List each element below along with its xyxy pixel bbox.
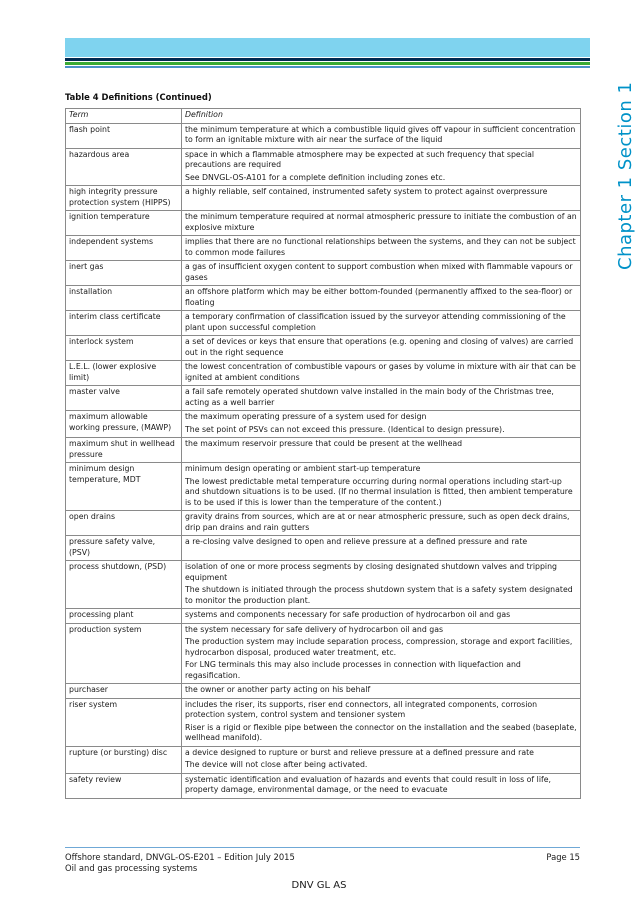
table-row xyxy=(66,236,581,261)
definition-cell xyxy=(182,336,581,361)
definition-paragraph: The device will not close after being activated. xyxy=(185,760,368,769)
definition-cell xyxy=(182,186,581,211)
definition-cell xyxy=(182,211,581,236)
definition-paragraph: gravity drains from sources, which are at or near atmospheric pressure, such as open deck drains, drip pan drains and rain gutters xyxy=(185,512,570,532)
definition-paragraph: the lowest concentration of combustible vapours or gases by volume in mixture with air that can be ignited at ambient conditions xyxy=(185,362,576,382)
definition-cell xyxy=(182,746,581,773)
table-row xyxy=(66,186,581,211)
table-row xyxy=(66,286,581,311)
definition-cell xyxy=(182,623,581,684)
header-rule-green xyxy=(65,62,590,65)
definition-paragraph: a re-closing valve designed to open and relieve pressure at a defined pressure and rate xyxy=(185,537,528,546)
table-row xyxy=(66,211,581,236)
definition-paragraph: The set point of PSVs can not exceed this pressure. (Identical to design pressure). xyxy=(185,424,505,434)
definition-paragraph: a gas of insufficient oxygen content to support combustion when mixed with flammable vapours or gases xyxy=(185,262,573,282)
definitions-table xyxy=(65,108,581,799)
table-row xyxy=(66,361,581,386)
definition-cell xyxy=(182,286,581,311)
definition-paragraph: a set of devices or keys that ensure that operations (e.g. opening and closing of valves) are carried out in the right sequence xyxy=(185,337,574,357)
definition-paragraph: The production system may include separation process, compression, storage and export facilities, hydrocarbon disposal, produced water treatment, etc. xyxy=(185,637,573,657)
term-cell: inert gas xyxy=(66,261,182,286)
table-header-row xyxy=(66,109,581,124)
definition-cell xyxy=(182,698,581,746)
table-body xyxy=(66,123,581,798)
table-row xyxy=(66,536,581,561)
table-row xyxy=(66,609,581,624)
term-cell: L.E.L. (lower explosive limit) xyxy=(66,361,182,386)
table-row xyxy=(66,123,581,148)
definition-cell xyxy=(182,261,581,286)
definition-cell xyxy=(182,311,581,336)
table-row xyxy=(66,773,581,798)
definition-paragraph: a device designed to rupture or burst and relieve pressure at a defined pressure and rate xyxy=(185,747,534,757)
header-band xyxy=(65,38,590,57)
table-row xyxy=(66,746,581,773)
definition-cell xyxy=(182,463,581,511)
table-row xyxy=(66,411,581,438)
definition-paragraph: space in which a flammable atmosphere may be expected at such frequency that special precautions are required xyxy=(185,149,535,169)
table-row xyxy=(66,336,581,361)
table-row xyxy=(66,386,581,411)
definition-cell xyxy=(182,536,581,561)
term-cell: flash point xyxy=(66,123,182,148)
column-header-definition: Definition xyxy=(182,109,581,124)
definition-cell xyxy=(182,148,581,186)
table-row xyxy=(66,438,581,463)
footer-subtitle: Oil and gas processing systems xyxy=(65,863,198,873)
definition-paragraph: The shutdown is initiated through the process shutdown system that is a safety system designated to monitor the production plant. xyxy=(185,585,573,605)
table-row xyxy=(66,698,581,746)
table-row xyxy=(66,561,581,609)
term-cell: installation xyxy=(66,286,182,311)
definition-cell xyxy=(182,123,581,148)
definition-cell xyxy=(182,386,581,411)
term-cell: interlock system xyxy=(66,336,182,361)
definition-paragraph: See DNVGL-OS-A101 for a complete definition including zones etc. xyxy=(185,172,446,182)
definition-paragraph: includes the riser, its supports, riser end connectors, all integrated components, corrosion protection system, control system and tensioner system xyxy=(185,699,538,719)
definition-paragraph: the minimum temperature required at normal atmospheric pressure to initiate the combustion of an explosive mixture xyxy=(185,212,577,232)
definition-cell xyxy=(182,236,581,261)
definition-paragraph: systematic identification and evaluation of hazards and events that could result in loss of life, property damage, environmental damage, or the need to evacuate xyxy=(185,774,552,794)
definition-paragraph: an offshore platform which may be either bottom-founded (permanently affixed to the sea-floor) or floating xyxy=(185,287,573,307)
definition-paragraph: minimum design operating or ambient start-up temperature xyxy=(185,464,421,473)
definition-paragraph: isolation of one or more process segments by closing designated shutdown valves and tripping equipment xyxy=(185,562,557,582)
definition-paragraph: a highly reliable, self contained, instrumented safety system to protect against overpressure xyxy=(185,187,548,196)
term-cell: independent systems xyxy=(66,236,182,261)
definition-paragraph: a fail safe remotely operated shutdown valve installed in the main body of the Christmas tree, acting as a well barrier xyxy=(185,387,554,407)
footer-document-info xyxy=(65,852,295,874)
definition-paragraph: the owner or another party acting on his behalf xyxy=(185,685,371,694)
term-cell: minimum design temperature, MDT xyxy=(66,463,182,511)
table-row xyxy=(66,463,581,511)
term-cell: processing plant xyxy=(66,609,182,624)
term-cell: maximum allowable working pressure, (MAWP) xyxy=(66,411,182,438)
table-row xyxy=(66,511,581,536)
definition-cell xyxy=(182,511,581,536)
table-row xyxy=(66,684,581,699)
definition-cell xyxy=(182,438,581,463)
table-title: Table 4 Definitions (Continued) xyxy=(65,92,212,102)
definition-paragraph: the minimum temperature at which a combustible liquid gives off vapour in sufficient concentration to form an ignitable mixture with air near the surface of the liquid xyxy=(185,124,576,144)
definition-cell xyxy=(182,773,581,798)
definition-cell xyxy=(182,361,581,386)
definition-paragraph: implies that there are no functional relationships between the systems, and they can not be subject to common mode failures xyxy=(185,237,576,257)
term-cell: high integrity pressure protection system (HIPPS) xyxy=(66,186,182,211)
table-row xyxy=(66,623,581,684)
term-cell: safety review xyxy=(66,773,182,798)
definition-paragraph: the system necessary for safe delivery of hydrocarbon oil and gas xyxy=(185,624,444,634)
definition-paragraph: the maximum reservoir pressure that could be present at the wellhead xyxy=(185,439,463,448)
term-cell: interim class certificate xyxy=(66,311,182,336)
definition-paragraph: a temporary confirmation of classification issued by the surveyor attending commissioning of the plant upon successful completion xyxy=(185,312,566,332)
footer-standard: Offshore standard, DNVGL-OS-E201 – Edition July 2015 xyxy=(65,852,295,862)
page-number: Page 15 xyxy=(546,852,580,862)
definition-cell xyxy=(182,609,581,624)
definition-cell xyxy=(182,561,581,609)
term-cell: hazardous area xyxy=(66,148,182,186)
definition-paragraph: the maximum operating pressure of a system used for design xyxy=(185,412,427,421)
term-cell: rupture (or bursting) disc xyxy=(66,746,182,773)
term-cell: master valve xyxy=(66,386,182,411)
chapter-section-label: Chapter 1 Section 1 xyxy=(615,81,636,270)
definition-cell xyxy=(182,411,581,438)
definition-paragraph: systems and components necessary for safe production of hydrocarbon oil and gas xyxy=(185,610,511,619)
term-cell: riser system xyxy=(66,698,182,746)
header-rule-blue xyxy=(65,66,590,68)
column-header-term: Term xyxy=(66,109,182,124)
table-row xyxy=(66,148,581,186)
organization-name: DNV GL AS xyxy=(291,880,347,891)
header-rule-navy xyxy=(65,58,590,61)
table-row xyxy=(66,311,581,336)
term-cell: purchaser xyxy=(66,684,182,699)
table-row xyxy=(66,261,581,286)
term-cell: maximum shut in wellhead pressure xyxy=(66,438,182,463)
definition-cell xyxy=(182,684,581,699)
definition-paragraph: For LNG terminals this may also include processes in connection with liquefaction and regasification. xyxy=(185,660,521,680)
footer-rule xyxy=(65,847,580,848)
definition-paragraph: The lowest predictable metal temperature occurring during normal operations including start-up and shutdown situations is to be used. (If no thermal insulation is fitted, then ambient temperature is to be used if this is lower than the temperature of the content.) xyxy=(185,476,573,507)
term-cell: ignition temperature xyxy=(66,211,182,236)
term-cell: production system xyxy=(66,623,182,684)
definition-paragraph: Riser is a rigid or flexible pipe between the connector on the installation and the seabed (baseplate, wellhead manifold). xyxy=(185,722,577,742)
term-cell: pressure safety valve, (PSV) xyxy=(66,536,182,561)
term-cell: open drains xyxy=(66,511,182,536)
term-cell: process shutdown, (PSD) xyxy=(66,561,182,609)
